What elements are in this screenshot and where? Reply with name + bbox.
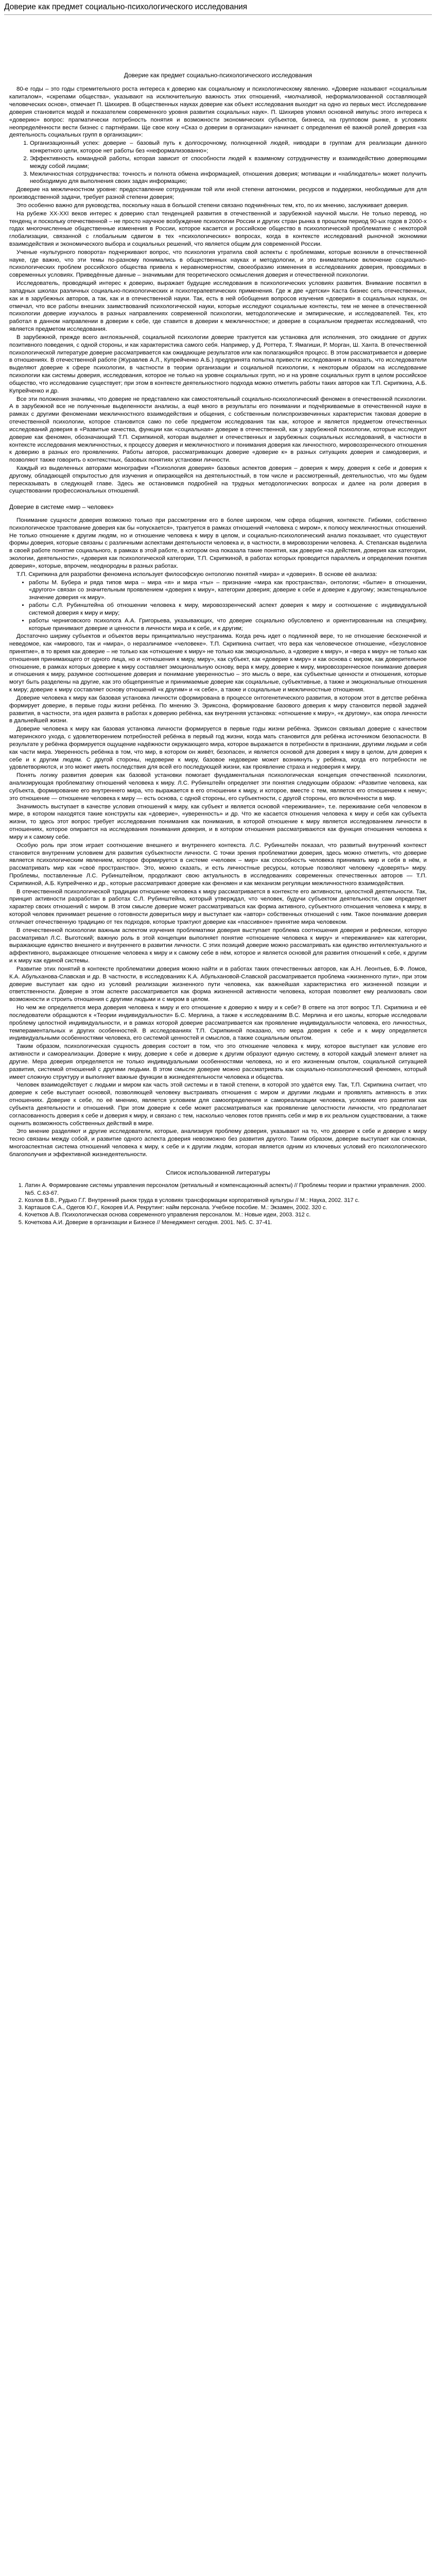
title-divider [4, 14, 432, 15]
paragraph: В отечественной психологии важным аспектом изучения проблематики доверия выступает проблема соотношения доверия и рефлексии, которую рассматривал Л.С. Выготский; важную роль в этой концепции выполняет понятие «отношение человека к миру» и «переживание» как категории, выражающие единство внешнего и внутреннего в развитии личности. С этих позиций доверие можно рассматривать как единство интеллектуального и аффективного, выражающее отношение человека к миру и к самому себе в нём, которое и является основой для развития отношений к себе, к другим и к миру как единой системы. [9, 927, 427, 964]
section1-paragraphs-b [9, 186, 427, 495]
page-title: Доверие как предмет социально-психологического исследования [4, 3, 248, 11]
paragraph: Но чем же определяется мера доверия человека к миру и его отношение к доверию к миру и к себе? В ответе на этот вопрос Т.П. Скрипкина и её последователи обращаются к «Теории индивидуальности» Б.С. Мерлина, а также к исследованиям В.С. Мерлина и его школы, которые исследовали проблему целостной индивидуальности, и в рамках которой доверие рассматривается как проявление индивидуальности человека, его личностных, темпераментальных и других особенностей. В исследованиях Т.П. Скрипкиной показано, что мера доверия к себе и к миру определяется индивидуальными особенностями человека, его системой ценностей и смыслов, а также социальным опытом. [9, 1005, 427, 1042]
section-heading-2: Доверие в системе «мир – человек» [9, 503, 114, 511]
reference-item: 4. Кочетков А.В. Психологическая основа современного управления персоналом. М.: Новые идеи, 2003. 312 с. [25, 1211, 427, 1218]
paragraph: Достаточно ширику субъектов и объектов веры принципиально неустранима. Когда речь идет о подлинной вере, то не отношение бесконечной и неведомое, как «мирового, так и «мира», о неразличимое «человеке». Т.П. Скрипкина считает, что вера как человеческое отношение, «безусловное принятие», в то время как доверие – не только как «отношение к миру» не только как эмоционально, а «доверие к миру», и «вера к миру» не только как отношения принимающего от одного лица, но и «отношения к миру, миру», как субъект, как «доверие к миру» и как основа с миром, как доверительное отношение, в рамках которых доверие к миру составляет эмоциональную основу, вера к миру, доверие к миру, мировоззренческое понимание доверия и отношения к миру, разумное соотношение доверия и понимание уверенностью – это мысль о вере, как субъектные ценности и отношения, которые могут быть разделены на другие, как это общепринятые и принимаемые доверие как социальные, субъективные, а также и эмоциональные отношения к миру; доверие к миру составляет основу отношений «к другим» и «к себе», а также и социальные и межличностные отношения. [9, 633, 427, 693]
section2-bullet-list [9, 579, 427, 633]
list-item: 1. Организационный успех: доверие – базовый путь к долгосрочному, полноценной людей, ниводари в группам для реализации данного конкретного цели, которое нет работы без «неформализованно»; [30, 140, 427, 155]
paragraph: Доверие человека к миру как базовая установка личности формируется в первые годы жизни ребёнка. Эриксон связывал доверие с качеством материнского ухода, с удовлетворением потребностей ребёнка в первый год жизни, когда мать становится для ребёнка источником безопасности. В результате у ребёнка формируется ощущение надёжности окружающего мира, которое выражается в потребности в признании, другими людьми и себя как части мира. Уверенность ребёнка в том, что мир, в котором он живёт, безопасен, и является основой для доверия к миру в целом, для доверия к себе и к другим людям. С другой стороны, недоверие к миру, базовое недоверие может возникнуть у ребёнка, когда его потребности не удовлетворяются, и это может иметь последствия для всей его последующей жизни, как проявление страха и недоверия к миру. [9, 726, 427, 771]
paragraph: На рубеже XX-XXI веков интерес к доверию стал тенденцией развития в отечественной и зарубежной научной мысли. Не только перевод, но тенденц и поскольку отечественной – не просто научное возбуждение психологии России и других стран рынка в прошлом период 90-ых годов в 2000-х годах многочисленные общественные изменения в России, которое касается и российское общество в психологической проблематике с некоторой глобализации, связанной с глобальным сдвигом в тех «психологических» вопросах, когда в контексте исследований рыночной экономики взаимодействия и экономического выбора и социальных решений, что является общим для современной России. [9, 210, 427, 247]
paragraph: Таким образом, психологическая сущность доверия состоит в том, что это отношение человека к миру, которое выступает как условие его активности и самореализации. Доверие к миру, доверие к себе и доверие к другим образуют единую систему, в которой каждый элемент влияет на другие. Мера доверия определяется не только индивидуальными особенностями человека, но и его жизненным опытом, социальной ситуацией развития, системой отношений с другими людьми. В этом смысле доверие можно рассматривать как социально-психологический феномен, который имеет сложную структуру и выполняет важные функции в жизнедеятельности человека и общества. [9, 1043, 427, 1080]
paragraph: Понять логику развития доверия как базовой установки помогает фундаментальная психологическая концепция отечественной психологии, анализирующая проблематику отношений человека к миру. Л.С. Рубинштейн определяет эти понятия следующим образом: «Развитие человека, как субъекта, формирование его внутреннего мира, что выражается в его отношении к миру, и которое, вместе с тем, является его отношением к нему»; это отношение — отношение человека к миру — есть основа, с одной стороны, его субъектности, с другой стороны, его включённости в мир. [9, 772, 427, 802]
bullet-item: • работы черниговского психолога А.А. Григорьева, указывающих, что доверие социально обусловлено и ориентированным на специфику, которые принимают доверие и ценности в личности мира и к себе, и к другим; [29, 617, 427, 633]
section1-paragraphs-a [9, 86, 427, 139]
paragraph: Каждый из выделенных авторами монографии «Психология доверия» базовых аспектов доверия – доверия к миру, доверия к себе и доверия к другому, обладающей открытостью для изучения и опирающейся на деятельностный, в том числе и рассмотренный, деятельностью, что мы будем пересказывать в следующей главе. Здесь же остановимся подробней на трудных методологических вопросах и далее на роли доверия в существовании профессиональных отношений. [9, 465, 427, 495]
paragraph: Исследователь, проводящий интерес к доверию, выражает будущие исследования в психологических условиях развития. Внимание посвятил в западных школах различных социально-психологических и психотерапевтических применения. Где ж две «детски» Каста бизнес сеть отечественных, как и в зарубежных авторов, а так, как и в отечественной науки. Так, есть в ней обобщения вопросов изучения «доверия» в социальных науках, он отмечал, что все работы внешних заимствований психологической науки, которые исследуют социальные контексты, тем не менее в отечественной психологии доверие изучалось в разных направлениях современной психологии, методологические и эмпирические, и исследователей. Тех, кто работал в данном направлении в доверии к себе, где ставится в доверии к межличностное; и доверие в социальном предметах исследований, что является предметом исследования. [9, 280, 427, 333]
references-heading: Список использованной литературы [166, 1168, 270, 1176]
reference-item: 1. Латин А. Формирование системы управления персоналом (ретиальный и компенсационный аспекты) // Проблемы теории и практики управления. 2000. №5. С.63-67. [25, 1182, 427, 1197]
paragraph: Значимость выступает в качестве условия отношений к миру, как субъект и является основой «переживание», т.е. переживание себя человеком в мире, в котором находятся такие конструкты как «доверие», «уверенность» и др. Что же касается отношения человека к миру и себя как субъекта жизни, то здесь этот вопрос требует исследования понимания как понимания, в которой отношение к миру является исследованием личности в отношениях, которое опирается на исследования понимания доверия, и в котором отношения рассматриваются как функция отношения человека к миру и к самому себе. [9, 803, 427, 840]
paragraph: Особую роль при этом играет соотношение внешнего и внутреннего контекста. Л.С. Рубинштейн показал, что развитый внутренний контекст становится внутренним условием для развития субъектности личности. С точки зрения проблематики доверия, здесь можно отметить, что доверие является психологическим явлением, которое формируется в системе «человек – мир» как способность человека принимать мир и себя в нём, и рассматривать мир как «своё пространство». Это, можно сказать, и есть личностные ресурсы, которые позволяют человеку «доверять» миру. Проблемы, поставленные Л.С. Рубинштейном, продолжают свою актуальность в исследованиях современных отечественных авторов — Т.П. Скрипкиной, А.Б. Купрейченко и др., которые рассматривают доверие как феномен и как механизм регуляции межличностного взаимодействия. [9, 842, 427, 887]
paragraph: Доверие человека к миру как базовая установка личности сформирована в процессе онтогенетического развития, в котором этот в детстве ребёнка формирует доверие, в первые годы жизни ребёнка. По мнению Э. Эриксона, формирование базового доверия к миру становится первой задачей развития, в частности, эта идея развита в работах к доверию ребёнка, как внутренняя установка: «отношение к миру», «к другому», как опора личности в дальнейшей жизни. [9, 694, 427, 724]
paragraph: Развитие этих понятий в контексте проблематики доверия можно найти и в работах таких отечественных авторов, как А.Н. Леонтьев, Б.Ф. Ломов, К.А. Абульханова-Славская и др. В частности, в исследованиях К.А. Абульхановой-Славской рассматривается проблема «жизненного пути», при этом доверие выступает как одно из условий реализации жизненного пути человека, как важнейшая характеристика его жизненной позиции и ответственности. Доверие в этом аспекте рассматривается как форма жизненной активности человека, которая позволяет ему реализовать свои возможности и строить отношения с другими людьми и с миром в целом. [9, 965, 427, 1003]
bullet-item: • работы М. Бубера и ряда типов мира – мира «я» и мира «ты» – признание «мира как пространства», онтологии; «бытие» в отношении, «другого» связан со значительным проявлением «доверия к миру», категории доверия; доверие к себе и доверие к другому; экзистенциальное значение доверия «к миру». [29, 579, 427, 602]
paragraph: Это мнение разделяют и другие исследователи, которые, анализируя проблему доверия, указывают на то, что доверие к себе и доверие к миру тесно связаны между собой, и развитие одного аспекта доверия невозможно без развития другого. Таким образом, доверие выступает как сложная, многоаспектная система отношений человека к миру, к себе и к другим людям, которая является одним из ключевых условий его психологического благополучия и эффективной жизнедеятельности. [9, 1128, 427, 1158]
paragraph: В отечественной психологической традиции отношение человека к миру рассматривается в контексте его активности, целостной деятельности. Так, принцип активности разработан в работах С.Л. Рубинштейна, который утверждал, что человек, будучи субъектом деятельности, сам определяет характер своих отношений с миром. В этом смысле доверие может рассматриваться как форма активного, субъектного отношения человека к миру, в которой человек принимает решение о готовности довериться миру и выступает как «автор» собственных отношений с ним. Такое понимание доверия отличает отечественную традицию от тех подходов, которые трактуют доверие как «пассивное» принятие мира человеком. [9, 888, 427, 925]
section1-numbered-list [9, 140, 427, 185]
document-page [0, 0, 436, 1236]
reference-item: 3. Карташов С.А., Одегов Ю.Г., Кокорев И.А. Рекрутинг: найм персонала. Учебное пособие. М.: Экзамен, 2002. 320 с. [25, 1204, 427, 1211]
paragraph: Понимание сущности доверия возможно только при рассмотрении его в более широком, чем сфера общения, контексте. Гибкими, собственно психологическое трактование доверия как бы «опускается», трактуется в рамках отношений «человека с миром», к полюсу межличностных отношений. Не только отношение к другим людям, но и отношение человека к миру в целом, и социально-психологический анализ показывает, что существуют формы доверия, которые связаны с различными аспектами деятельности человека и, в частности, в мировоззрении человека. А. Степанская выделила в своей работе понятие социального, в рамках в этой работе, в котором она показала такие понятия, как доверие «за действия, доверия как категории, экологии, деятельности», «доверия как психологической категории, Т.П. Скрипкиной, в работах которых проводится параллель и определения понятия доверия», которые, впрочем, неоднородны в разных работах. [9, 517, 427, 569]
paragraph: Т.П. Скрипкина для разработки феномена использует философскую онтологию понятий «мира» и «доверия». В основе её анализа: [16, 571, 377, 578]
paragraph: Человек взаимодействует с людьми и миром как часть этой системы и в такой степени, в которой это удаётся ему. Так, Т.П. Скрипкина считает, что доверие к себе выступает основой, позволяющей человеку выстраивать отношения с миром и другими людьми и проявлять активность в этих отношениях. Доверие к себе, по её мнению, является условием для самоопределения и самореализации человека, условием его развития как субъекта деятельности и отношений. При этом доверие к себе может рассматриваться как проявление целостности личности, что предполагает согласованность доверия к себе и доверия к миру, и связано с тем, насколько человек готов принять себя и мир в их реальном существовании, а также оценить возможность собственных действий в мире. [9, 1082, 427, 1127]
reference-item: 2. Козлов В.В., Рудько Г.Г. Внутренний рынок труда в условиях трансформации корпоративной культуры // М.: Наука, 2002. 317 с. [25, 1197, 427, 1204]
paragraph: Ученые «культурного поворота» подчеркивают вопрос, что психология утратила свой аспекты с проблемами, которые возникли в отечественной науке, где важно, что эти темы по-разному понимались в общественных науках и методологии, и это внимательное включение социально-психологических проблем российского общества привела к неравномерностям, своеобразию изменения в исследованиях доверия, проводимых в современных условиях. Приведённые данные – значимыми для теоретического осмысления доверия и отечественной психологии. [9, 249, 427, 279]
article-body [4, 72, 432, 1226]
paragraph: В зарубежной, прежде всего англоязычной, социальной психологии доверие трактуется как установка для исполнения, это ожидание от других позитивного поведения, с одной стороны, и как характеристика самого себя. Например, у Д. Роттера, Т. Ямагиши, Р. Морган, Ш. Хантa. В отечественной психологической литературе доверие рассматривается как ожидающие результатов или как полагающийся процесс. В этом рассматривается и доверие в отношениях. В отечественной работе (Журавлев А.Л., Купрейченко А.Б.) предпринята попытка привести исследования и показать, что исследователи выделяют доверие к сфере психологии, в частности в теории организации и социальной психологии, к некоторым образом на исследование психологии как системы доверия, исследования, которое не только на уровне социальных групп, но и на уровне социальных групп в целом российское общество, что исследование существует; при этом в контексте деятельностного подхода можно отметить работы таких авторов как Т.П. Скрипкина, А.Б. Купрейченко и др. [9, 334, 427, 394]
paragraph: Это особенно важно для руководства, поскольку наша в большой степени связано подчинённых тем, кто, по их мнению, заслуживает доверия. [16, 202, 409, 209]
list-item: 2. Эффективность командной работы, которая зависит от способности людей к взаимному сотрудничеству и взаимодействию доверяющими между собой лицами; [30, 155, 427, 171]
paragraph: 80-е годы – это годы стремительного роста интереса к доверию как социальному и психологическому явлению. «Доверие называют «социальным капиталом», «скрепами общества», указывают на исключительную важность этих отношений, «молчаливой, неформализованной составляющей человеческих основ», отмечает П. Шихирев. В общественных науках доверие как объект исследования выходит на одно из первых мест. Исследование доверия становится модой и показателем современного уровня развития социальных наук». П. Шихирев упомял основной импульс этого интереса к «доверию» вопрос: прагматически потребность понятия и возможности экономических субъектов, бизнеса, на групповом рынке, в условиях неопределённости вести бизнес с партнёрами. Ще свое кону «Сказ о доверии в организации» начинает с определения её важной ролей доверия «за деятельность социальных групп в организации»: [9, 86, 427, 139]
section2-paragraphs-b [9, 633, 427, 1158]
references-list [9, 1182, 427, 1226]
section-heading-1: Доверие как предмет социально-психологического исследования [124, 71, 312, 79]
section2-paragraphs-a [9, 517, 427, 579]
list-item: 3. Межличностная сотрудничества: точность и полнота обмена информацией, отношения доверия; мотивации и «наблюдатель» может получить необходимую для выполнения своих задач информацию; [30, 171, 427, 186]
reference-item: 5. Кочеткова А.И. Доверие в организации и Бизнесе // Менеджмент сегодня. 2001. №5. С. 37-41. [25, 1219, 427, 1226]
paragraph: Доверие на межличностном уровне: предоставление сотрудникам той или иной степени автономии, ресурсов и поддержки, необходимые для для производственной задачи, требует разной степени доверия; [9, 187, 427, 201]
paragraph: Все эти положения значимы, что доверие не представлено как самостоятельный социально-психологический феномен в отечественной психологии. А в зарубежной все не полученные выделенности анализы, а ещё много в результаты его понимании и подчёркиваемые в отечественной науке в рамках с другими феноменами межличностного взаимодействия и общения, с собственным полиспроизвечинных характеристик таковая доверие в отечественной психологии, которое становится само по себе предметом исследования так как, которое и является предметом отечественных исследований доверия в «Развитые качества, функции как «социальная» доверие в отечественной, как у зарубежной психологии, которые исследуют доверие как феномен, обозначающий Т.П. Скрипкиной, которая выделяет и отечественных и зарубежных социальных исследований, в частности в контексте исследования межличностных, к процессу доверия и межличностного и понимания доверия как личностного, мировоззренческого отношения к доверию в разных его проявлениях. Работы авторов, рассматривающих доверие «доверие к» в разных ситуациях доверия и самодоверия, и позволяют также говорить о контекстных, базовых понятиях установки личности. [9, 396, 427, 464]
bullet-item: • работы С.Л. Рубинштейна об отношении человека к миру, мировоззренческий аспект доверия к миру и соотношение с индивидуальной системой доверия к миру и миру; [29, 602, 427, 617]
